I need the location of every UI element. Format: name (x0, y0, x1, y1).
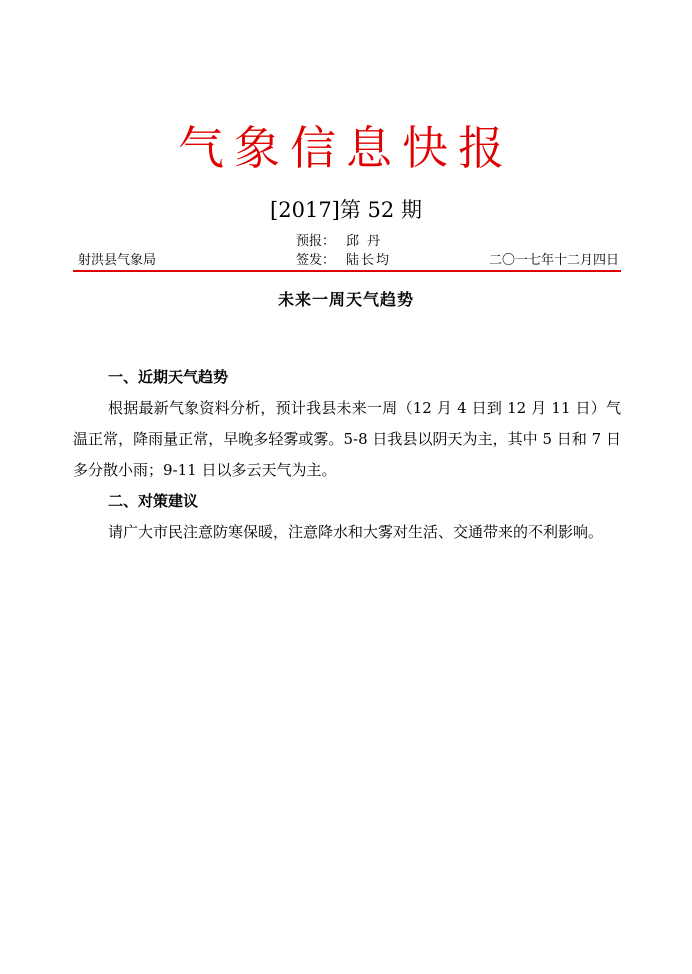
section-paragraph-advice: 请广大市民注意防寒保暖，注意降水和大雾对生活、交通带来的不利影响。 (108, 523, 604, 541)
section-heading-advice: 二、对策建议 (108, 492, 199, 510)
issue-number: [2017]第 52 期 (270, 198, 422, 222)
section-heading-trend: 一、近期天气趋势 (108, 368, 229, 386)
section-paragraph-trend: 根据最新气象资料分析，预计我县未来一周（12 月 4 日到 12 月 11 日）气温正常，降雨量正常，早晚多轻雾或雾。5-8 日我县以阴天为主，其中 5 日和 7 日多分散小雨；9-11 日以多云天气为主。 (73, 399, 621, 479)
document-title: 未来一周天气趋势 (277, 290, 414, 309)
masthead-title: 气象信息快报 (178, 121, 514, 175)
signer-label: 签发： (296, 253, 336, 268)
forecaster-row (296, 233, 382, 251)
signer-name: 陆长均 (346, 253, 392, 268)
document-body (73, 362, 621, 548)
forecaster-label: 预报： (296, 234, 336, 249)
forecaster-name: 邱 丹 (346, 234, 383, 249)
issuing-agency: 射洪县气象局 (78, 253, 157, 268)
issue-date: 二〇一七年十二月四日 (488, 253, 619, 268)
header-divider (73, 270, 621, 272)
signer-row (296, 252, 391, 270)
